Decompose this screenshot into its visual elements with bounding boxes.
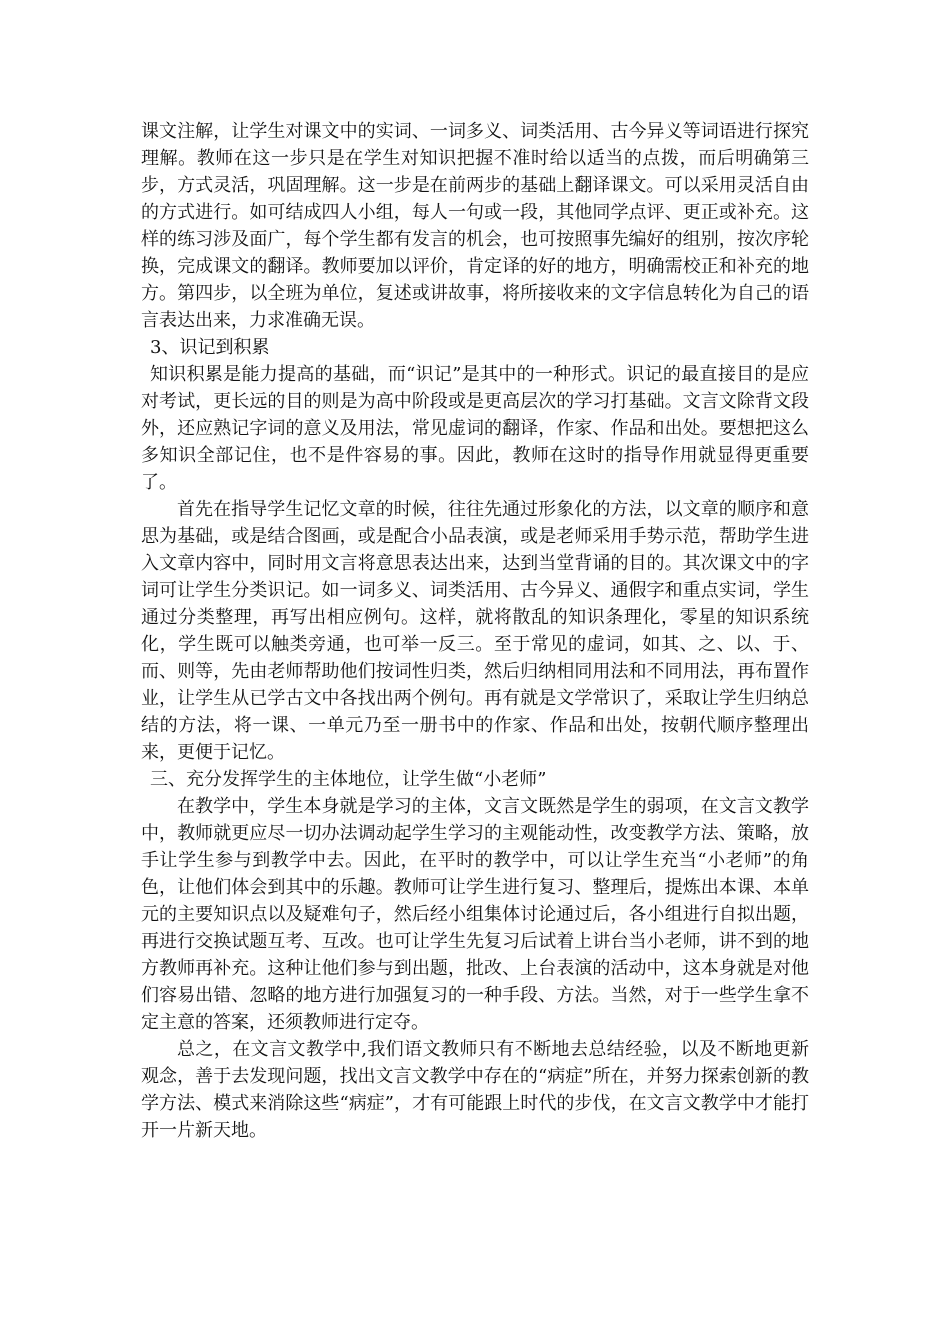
paragraph-translation-steps: 课文注解，让学生对课文中的实词、一词多义、词类活用、古今异义等词语进行探究理解。教师在这一步只是在学生对知识把握不准时给以适当的点拨，而后明确第三步，方式灵活，巩固理解。这一步是在前两步的基础上翻译课文。可以采用灵活自由的方式进行。如可结成四人小组，每人一句或一段，其他同学点评、更正或补充。这样的练习涉及面广，每个学生都有发言的机会，也可按照事先编好的组别，按次序轮换，完成课文的翻译。教师要加以评价，肯定译的好的地方，明确需校正和补充的地方。第四步，以全班为单位，复述或讲故事，将所接收来的文字信息转化为自己的语言表达出来，力求准确无误。: [141, 121, 809, 331]
paragraph-knowledge-accumulation: 知识积累是能力提高的基础，而“识记”是其中的一种形式。识记的最直接目的是应对考试，更长远的目的则是为高中阶段或是更高层次的学习打基础。文言文除背文段外，还应熟记字词的意义及用法，常见虚词的翻译，作家、作品和出处。要想把这么多知识全部记住，也不是件容易的事。因此，教师在这时的指导作用就显得更重要了。: [141, 364, 809, 493]
paragraph-conclusion: 总之，在文言文教学中,我们语文教师只有不断地去总结经验，以及不断地更新观念，善于去发现问题，找出文言文教学中存在的“病症”所在，并努力探索创新的教学方法、模式来消除这些“病症”，才有可能跟上时代的步伐，在文言文教学中才能打开一片新天地。: [141, 1039, 809, 1141]
section-heading-memorization: 3、识记到积累: [150, 337, 270, 358]
paragraph-memorization-methods: 首先在指导学生记忆文章的时候，往往先通过形象化的方法，以文章的顺序和意思为基础，或是结合图画，或是配合小品表演，或是老师采用手势示范，帮助学生进入文章内容中，同时用文言将意思表达出来，达到当堂背诵的目的。其次课文中的字词可让学生分类识记。如一词多义、词类活用、古今异义、通假字和重点实词，学生通过分类整理，再写出相应例句。这样，就将散乱的知识条理化，零星的知识系统化，学生既可以触类旁通，也可举一反三。至于常见的虚词，如其、之、以、于、而、则等，先由老师帮助他们按词性归类，然后归纳相同用法和不同用法，再布置作业，让学生从已学古文中各找出两个例句。再有就是文学常识了，采取让学生归纳总结的方法，将一课、一单元乃至一册书中的作家、作品和出处，按朝代顺序整理出来，更便于记忆。: [141, 499, 809, 763]
section-heading-student-teacher: 三、充分发挥学生的主体地位，让学生做“小老师”: [150, 769, 547, 790]
document-body: [141, 118, 809, 1144]
paragraph-student-subject: 在教学中，学生本身就是学习的主体，文言文既然是学生的弱项，在文言文教学中，教师就更应尽一切办法调动起学生学习的主观能动性，改变教学方法、策略，放手让学生参与到教学中去。因此，在平时的教学中，可以让学生充当“小老师”的角色，让他们体会到其中的乐趣。教师可让学生进行复习、整理后，提炼出本课、本单元的主要知识点以及疑难句子，然后经小组集体讨论通过后，各小组进行自拟出题，再进行交换试题互考、互改。也可让学生先复习后试着上讲台当小老师，讲不到的地方教师再补充。这种让他们参与到出题，批改、上台表演的活动中，这本身就是对他们容易出错、忽略的地方进行加强复习的一种手段、方法。当然，对于一些学生拿不定主意的答案，还须教师进行定夺。: [141, 796, 809, 1033]
